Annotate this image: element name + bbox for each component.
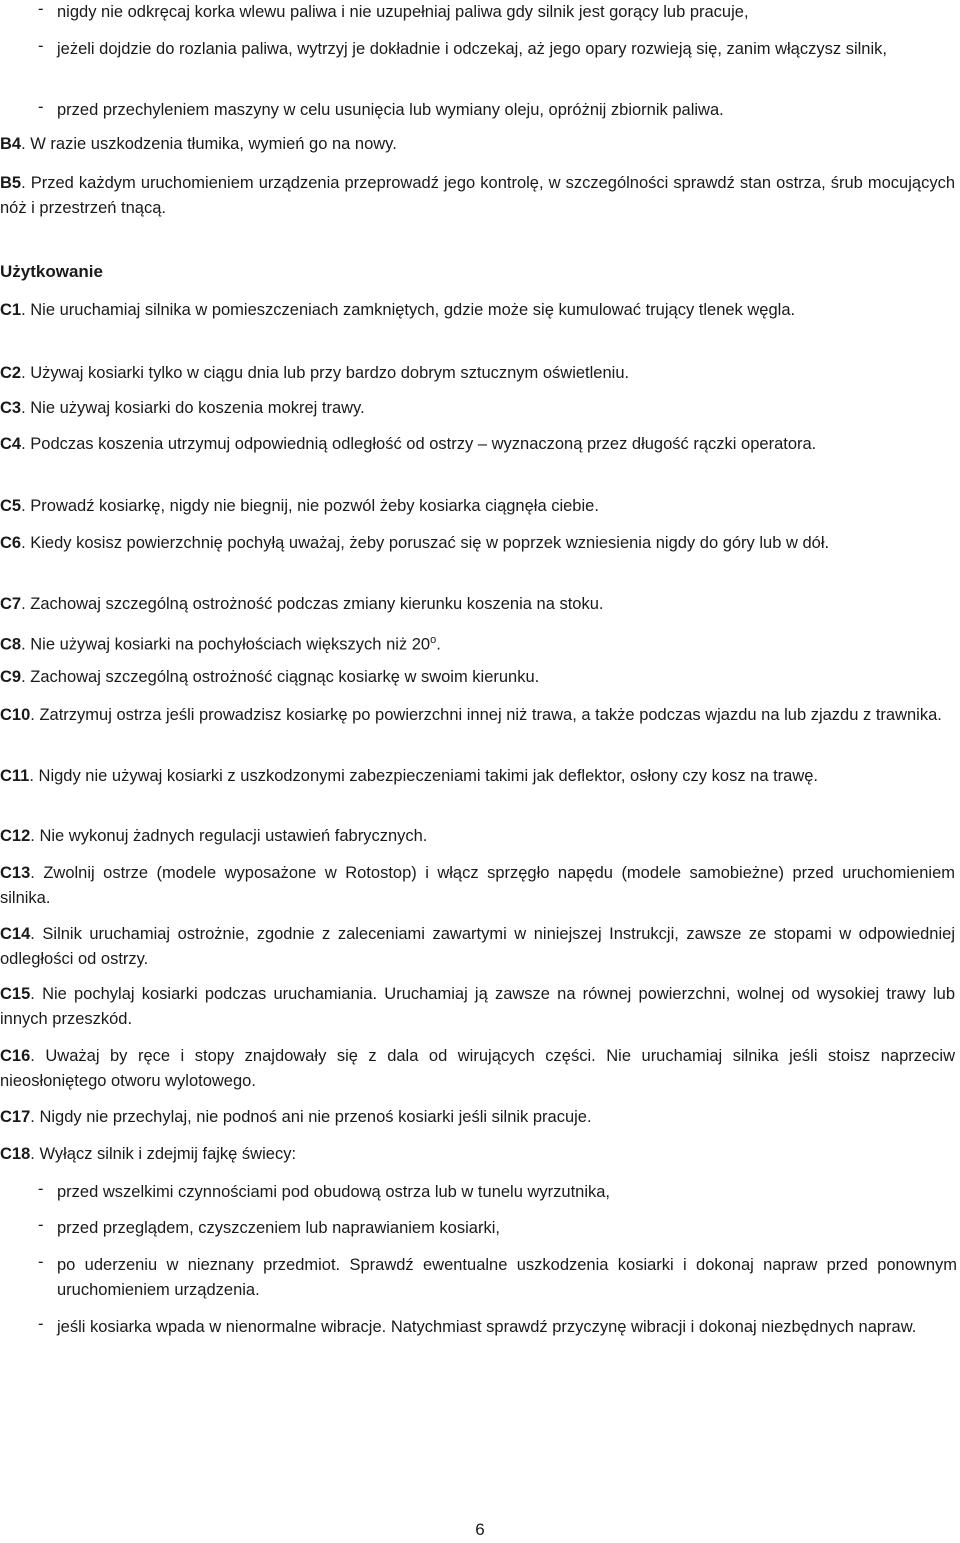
item-label: C6 (0, 534, 22, 552)
list-bullet: - (38, 1315, 44, 1333)
item-label: C12 (0, 827, 31, 845)
list-item: jeśli kosiarka wpada w nienormalne wibracje. Natychmiast sprawdź przyczynę wibracji i dokonaj niezbędnych napraw. (57, 1318, 917, 1336)
item-label: C3 (0, 399, 22, 417)
item-label: C9 (0, 668, 22, 686)
item-text: Prowadź kosiarkę, nigdy nie biegnij, nie pozwól żeby kosiarka ciągnęła ciebie. (30, 497, 599, 515)
list-item: B4. W razie uszkodzenia tłumika, wymień go na nowy. (0, 135, 397, 153)
list-item: C7. Zachowaj szczególną ostrożność podczas zmiany kierunku koszenia na stoku. (0, 595, 604, 613)
item-text: Nie używaj kosiarki na pochyłościach większych niż 20 (30, 635, 431, 654)
list-item: przed przeglądem, czyszczeniem lub naprawianiem kosiarki, (57, 1219, 500, 1237)
item-label: C14 (0, 925, 31, 943)
item-label: C13 (0, 864, 31, 882)
list-bullet: - (38, 1180, 44, 1198)
list-item: C15. Nie pochylaj kosiarki podczas uruchamiania. Uruchamiaj ją zawsze na równej powierzchni, wolnej od wysokiej trawy lub innych przeszkód. (0, 985, 956, 1028)
degree-superscript: o (430, 634, 437, 646)
item-label: C5 (0, 497, 22, 515)
list-item: C10. Zatrzymuj ostrza jeśli prowadzisz kosiarkę po powierzchni innej niż trawa, a także podczas wjazdu na lub zjazdu z trawnika. (0, 706, 942, 724)
item-label: C16 (0, 1047, 31, 1065)
item-label: C8 (0, 635, 22, 654)
list-item: przed przechyleniem maszyny w celu usunięcia lub wymiany oleju, opróżnij zbiornik paliwa. (57, 101, 724, 119)
list-item: C6. Kiedy kosisz powierzchnię pochyłą uważaj, żeby poruszać się w poprzek wzniesienia nigdy do góry lub w dół. (0, 534, 830, 552)
list-item: po uderzeniu w nieznany przedmiot. Sprawdź ewentualne uszkodzenia kosiarki i dokonaj napraw przed ponownym uruchomieniem urządzenia. (57, 1256, 957, 1299)
list-item: C13. Zwolnij ostrze (modele wyposażone w Rotostop) i włącz sprzęgło napędu (modele samobieżne) przed uruchomieniem silnika. (0, 864, 955, 907)
item-text: Nigdy nie przechylaj, nie podnoś ani nie przenoś kosiarki jeśli silnik pracuje. (39, 1108, 592, 1126)
list-bullet: - (38, 98, 44, 116)
list-item: przed wszelkimi czynnościami pod obudową ostrza lub w tunelu wyrzutnika, (57, 1183, 610, 1201)
list-item: C1. Nie uruchamiaj silnika w pomieszczeniach zamkniętych, gdzie może się kumulować trujący tlenek węgla. (0, 301, 796, 319)
list-item: C17. Nigdy nie przechylaj, nie podnoś ani nie przenoś kosiarki jeśli silnik pracuje. (0, 1108, 592, 1126)
list-item: C3. Nie używaj kosiarki do koszenia mokrej trawy. (0, 399, 365, 417)
item-text: Nie pochylaj kosiarki podczas uruchamiania. Uruchamiaj ją zawsze na równej powierzchni, wolnej od wysokiej trawy lub innych przeszkód. (0, 985, 956, 1028)
item-text: Nie używaj kosiarki do koszenia mokrej trawy. (30, 399, 365, 417)
item-text: Nie uruchamiaj silnika w pomieszczeniach zamkniętych, gdzie może się kumulować trujący tlenek węgla. (30, 301, 796, 319)
item-text: Używaj kosiarki tylko w ciągu dnia lub przy bardzo dobrym sztucznym oświetleniu. (30, 364, 630, 382)
item-text: Zachowaj szczególną ostrożność ciągnąc kosiarkę w swoim kierunku. (30, 668, 540, 686)
page-number: 6 (475, 1520, 485, 1539)
list-item: C2. Używaj kosiarki tylko w ciągu dnia lub przy bardzo dobrym sztucznym oświetleniu. (0, 364, 630, 382)
item-text: Przed każdym uruchomieniem urządzenia przeprowadź jego kontrolę, w szczególności sprawdź stan ostrza, śrub mocujących nóż i przestrzeń tnącą. (0, 174, 956, 217)
item-text: Wyłącz silnik i zdejmij fajkę świecy: (39, 1145, 297, 1163)
list-item: C14. Silnik uruchamiaj ostrożnie, zgodnie z zaleceniami zawartymi w niniejszej Instrukcji, zawsze ze stopami w odpowiedniej odległości od ostrzy. (0, 925, 955, 968)
item-label: B4 (0, 135, 22, 153)
list-item: B5. Przed każdym uruchomieniem urządzenia przeprowadź jego kontrolę, w szczególności sprawdź stan ostrza, śrub mocujących nóż i przestrzeń tnącą. (0, 174, 956, 217)
list-item: C9. Zachowaj szczególną ostrożność ciągnąc kosiarkę w swoim kierunku. (0, 668, 540, 686)
section-heading: Użytkowanie (0, 262, 103, 281)
list-item: C12. Nie wykonuj żadnych regulacji ustawień fabrycznych. (0, 827, 428, 845)
item-label: C1 (0, 301, 22, 319)
item-text: Zachowaj szczególną ostrożność podczas zmiany kierunku koszenia na stoku. (30, 595, 604, 613)
list-item: C5. Prowadź kosiarkę, nigdy nie biegnij, nie pozwól żeby kosiarka ciągnęła ciebie. (0, 497, 599, 515)
item-text: Silnik uruchamiaj ostrożnie, zgodnie z zaleceniami zawartymi w niniejszej Instrukcji, zawsze ze stopami w odpowiedniej odległości od ostrzy. (0, 925, 955, 968)
list-bullet: - (38, 1253, 44, 1271)
item-text: Podczas koszenia utrzymuj odpowiednią odległość od ostrzy – wyznaczoną przez długość rączki operatora. (30, 435, 817, 453)
item-label: C18 (0, 1145, 31, 1163)
item-label: C2 (0, 364, 22, 382)
item-label: C7 (0, 595, 22, 613)
list-item: C8. Nie używaj kosiarki na pochyłościach większych niż 20$^o$. (0, 634, 441, 654)
list-bullet: - (38, 0, 44, 18)
list-bullet: - (38, 37, 44, 55)
item-text: Zwolnij ostrze (modele wyposażone w Rotostop) i włącz sprzęgło napędu (modele samobieżne) przed uruchomieniem silnika. (0, 864, 955, 907)
item-text: Nie wykonuj żadnych regulacji ustawień fabrycznych. (39, 827, 428, 845)
list-item: nigdy nie odkręcaj korka wlewu paliwa i nie uzupełniaj paliwa gdy silnik jest gorący lub pracuje, (57, 3, 749, 21)
item-label: C4 (0, 435, 22, 453)
item-text: Nigdy nie używaj kosiarki z uszkodzonymi zabezpieczeniami takimi jak deflektor, osłony czy kosz na trawę. (38, 767, 819, 785)
item-text: W razie uszkodzenia tłumika, wymień go na nowy. (30, 135, 397, 153)
item-label: C17 (0, 1108, 31, 1126)
list-item: C18. Wyłącz silnik i zdejmij fajkę świecy: (0, 1145, 297, 1163)
list-item: C4. Podczas koszenia utrzymuj odpowiednią odległość od ostrzy – wyznaczoną przez długość rączki operatora. (0, 435, 817, 453)
item-label: C11 (0, 767, 30, 785)
item-text: Kiedy kosisz powierzchnię pochyłą uważaj, żeby poruszać się w poprzek wzniesienia nigdy do góry lub w dół. (30, 534, 830, 552)
item-text: Uważaj by ręce i stopy znajdowały się z dala od wirujących części. Nie uruchamiaj silnika jeśli stoisz naprzeciw nieosłoniętego otworu wylotowego. (0, 1047, 956, 1090)
item-label: B5 (0, 174, 22, 192)
list-item: jeżeli dojdzie do rozlania paliwa, wytrzyj je dokładnie i odczekaj, aż jego opary rozwieją się, zanim włączysz silnik, (57, 40, 887, 58)
item-text: Zatrzymuj ostrza jeśli prowadzisz kosiarkę po powierzchni innej niż trawa, a także podczas wjazdu na lub zjazdu z trawnika. (39, 706, 942, 724)
item-suffix: . (436, 635, 441, 654)
list-item: C16. Uważaj by ręce i stopy znajdowały się z dala od wirujących części. Nie uruchamiaj silnika jeśli stoisz naprzeciw nieosłoniętego otworu wylotowego. (0, 1047, 956, 1090)
item-label: C10 (0, 706, 31, 724)
list-bullet: - (38, 1216, 44, 1234)
item-label: C15 (0, 985, 31, 1003)
list-item: C11. Nigdy nie używaj kosiarki z uszkodzonymi zabezpieczeniami takimi jak deflektor, osłony czy kosz na trawę. (0, 767, 819, 785)
